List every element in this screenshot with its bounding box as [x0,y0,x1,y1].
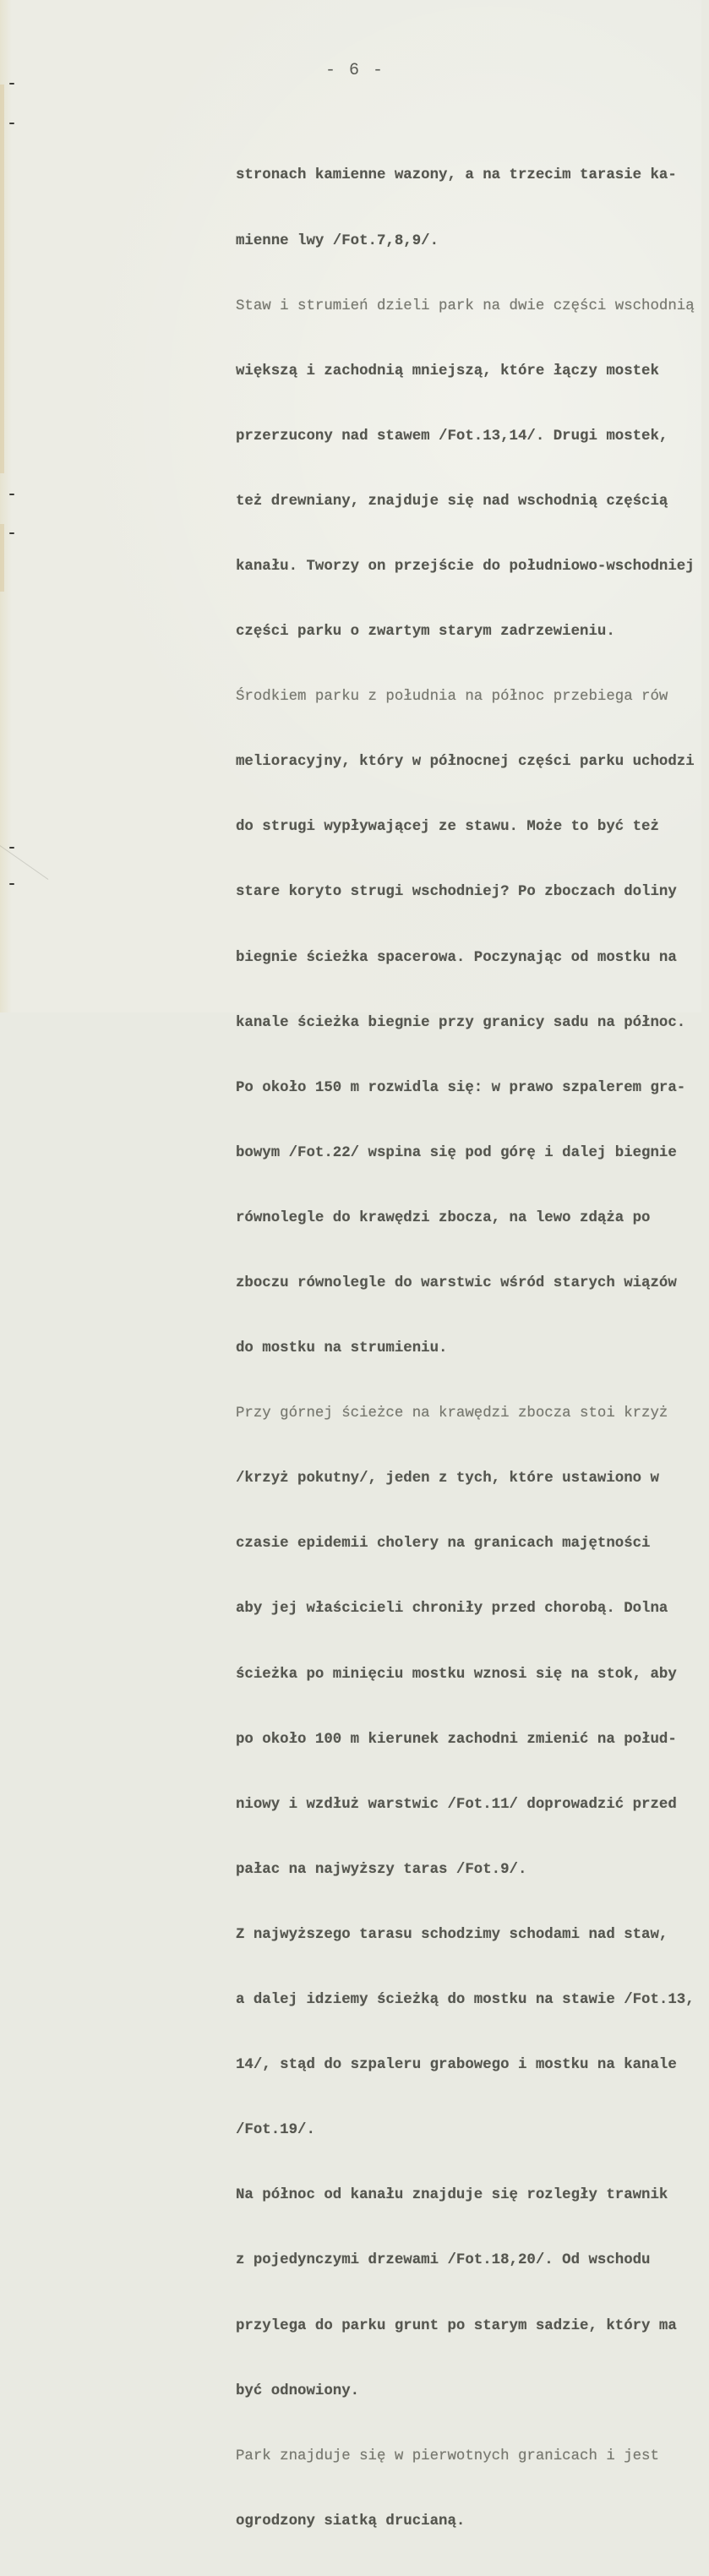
text-line: bowym /Fot.22/ wspina się pod górę i dalej biegnie [236,1144,677,1161]
text-line: ogrodzony siatką drucianą. [236,2513,466,2530]
margin-punch-mark [9,494,14,495]
text-line: pałac na najwyższy taras /Fot.9/. [236,1861,527,1878]
paper-edge-stain [0,524,4,592]
margin-punch-mark [9,532,14,534]
text-line: a dalej idziemy ścieżką do mostku na stawie /Fot.13, [236,1992,695,2009]
text-line: 14/, stąd do szpaleru grabowego i mostku na kanale [236,2057,677,2074]
text-line: przerzucony nad stawem /Fot.13,14/. Drugi mostek, [236,428,668,445]
text-line: /Fot.19/. [236,2122,315,2139]
text-line: aby jej właścicieli chroniły przed chorobą. Dolna [236,1601,668,1618]
text-line: większą i zachodnią mniejszą, które łączy mostek [236,363,659,379]
text-line: kanału. Tworzy on przejście do południowo-wschodniej [236,558,695,575]
text-line: /krzyż pokutny/, jeden z tych, które ustawiono w [236,1471,659,1487]
text-line: Po około 150 m rozwidla się: w prawo szpalerem gra- [236,1079,686,1096]
typewritten-body [236,122,709,2576]
text-line: części parku o zwartym starym zadrzewieniu. [236,624,615,641]
text-line: Staw i strumień dzieli park na dwie części wschodnią [236,297,695,314]
margin-punch-mark [9,83,14,85]
margin-punch-mark [9,123,14,124]
margin-punch-mark [9,883,14,885]
text-line: z pojedynczymi drzewami /Fot.18,20/. Od wschodu [236,2252,651,2269]
page-number: - 6 - [325,61,384,80]
text-line: stare koryto strugi wschodniej? Po zboczach doliny [236,884,677,901]
text-line: być odnowiony. [236,2382,360,2399]
text-line: kanale ścieżka biegnie przy granicy sadu na północ. [236,1014,686,1031]
text-line: do strugi wypływającej ze stawu. Może to być też [236,819,659,836]
text-line: Na północ od kanału znajduje się rozległy trawnik [236,2187,668,2204]
text-line: przylega do parku grunt po starym sadzie, który ma [236,2317,677,2334]
text-line: ścieżka po minięciu mostku wznosi się na stok, aby [236,1666,677,1683]
text-line: Z najwyższego tarasu schodzimy schodami nad staw, [236,1926,668,1943]
text-line: też drewniany, znajduje się nad wschodnią częścią [236,493,668,510]
text-line: do mostku na strumieniu. [236,1340,448,1357]
text-line: Park znajduje się w pierwotnych granicach i jest [236,2448,659,2464]
text-line: czasie epidemii cholery na granicach majętności [236,1536,651,1553]
text-line: Środkiem parku z południa na północ przebiega rów [236,689,668,706]
text-line: biegnie ścieżka spacerowa. Poczynając od mostku na [236,949,677,966]
margin-punch-mark [9,847,14,849]
text-line: mienne lwy /Fot.7,8,9/. [236,232,439,249]
text-line: zboczu równolegle do warstwic wśród starych wiązów [236,1275,677,1291]
text-line: niowy i wzdłuż warstwic /Fot.11/ doprowadzić przed [236,1796,677,1813]
text-line: po około 100 m kierunek zachodni zmienić na połud- [236,1731,677,1748]
text-line: melioracyjny, który w północnej części parku uchodzi [236,754,695,771]
paper-edge-stain [0,85,4,473]
text-line: stronach kamienne wazony, a na trzecim tarasie ka- [236,167,677,184]
text-line: Przy górnej ścieżce na krawędzi zbocza stoi krzyż [236,1405,668,1422]
text-line: równolegle do krawędzi zbocza, na lewo zdąża po [236,1209,651,1226]
paper-scratch [0,845,48,880]
